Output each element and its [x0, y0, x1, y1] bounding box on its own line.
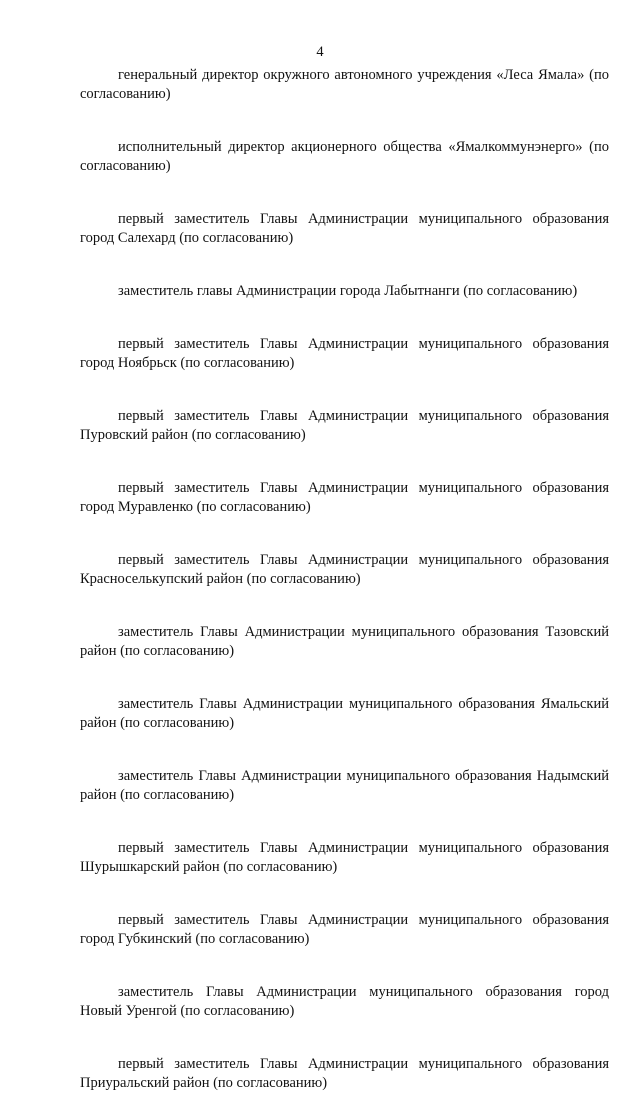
list-item: генеральный директор окружного автономного учреждения «Леса Ямала» (по согласованию) — [80, 67, 609, 102]
page-number: 4 — [316, 44, 324, 60]
list-item: первый заместитель Главы Администрации муниципального образования город Салехард (по согласованию) — [80, 211, 609, 246]
list-item: первый заместитель Главы Администрации муниципального образования Приуральский район (по согласованию) — [80, 1056, 609, 1091]
list-item: первый заместитель Главы Администрации муниципального образования Шурышкарский район (по согласованию) — [80, 840, 609, 875]
list-item: заместитель Главы Администрации муниципального образования Надымский район (по согласованию) — [80, 768, 609, 803]
list-item: заместитель Главы Администрации муниципального образования Ямальский район (по согласованию) — [80, 696, 609, 731]
list-item: заместитель Главы Администрации муниципального образования Тазовский район (по согласованию) — [80, 624, 609, 659]
list-item: первый заместитель Главы Администрации муниципального образования Красноселькупский район (по согласованию) — [80, 552, 609, 587]
list-item: исполнительный директор акционерного общества «Ямалкоммунэнерго» (по согласованию) — [80, 139, 609, 174]
list-item: заместитель Главы Администрации муниципального образования город Новый Уренгой (по согласованию) — [80, 984, 609, 1019]
list-item: первый заместитель Главы Администрации муниципального образования город Муравленко (по согласованию) — [80, 480, 609, 515]
list-item: заместитель главы Администрации города Лабытнанги (по согласованию) — [118, 283, 578, 299]
list-item: первый заместитель Главы Администрации муниципального образования город Губкинский (по согласованию) — [80, 912, 609, 947]
entry-list — [80, 66, 609, 1093]
list-item: первый заместитель Главы Администрации муниципального образования город Ноябрьск (по согласованию) — [80, 336, 609, 371]
list-item: первый заместитель Главы Администрации муниципального образования Пуровский район (по согласованию) — [80, 408, 609, 443]
